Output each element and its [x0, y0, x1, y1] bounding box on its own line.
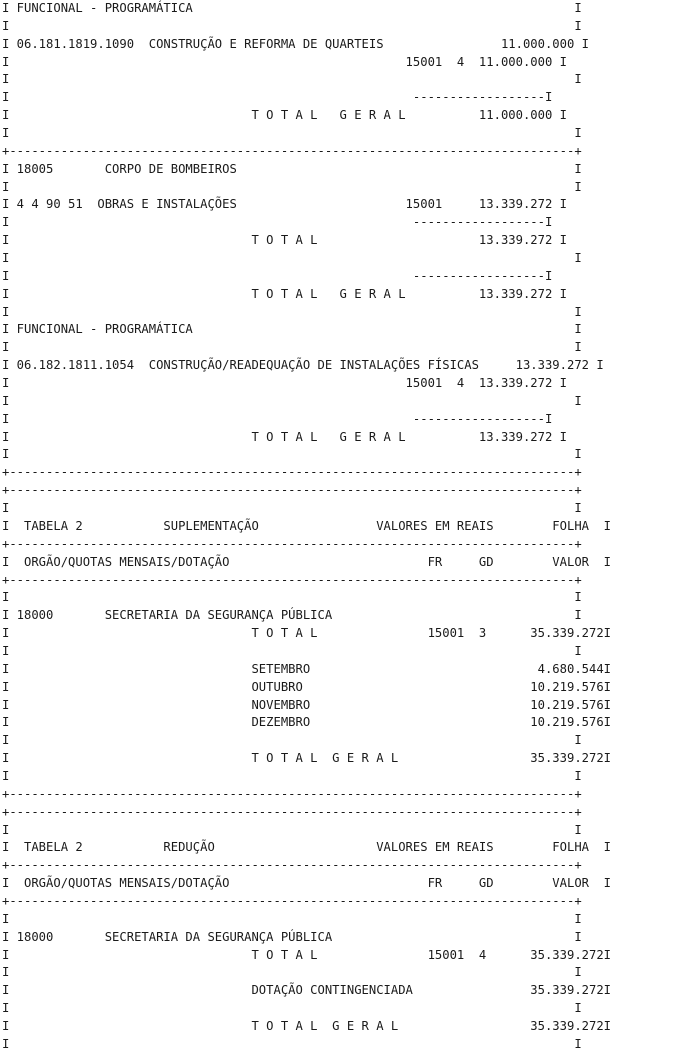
blank-line: I I: [2, 304, 582, 319]
text-line: I 15001 4 13.339.272 I: [2, 376, 567, 391]
subtotal-rule: I ------------------I: [2, 411, 553, 426]
total-line: I T O T A L 15001 3 35.339.272I: [2, 626, 612, 641]
column-header-line: I ORGÃO/QUOTAS MENSAIS/DOTAÇÃO FR GD VALOR I: [2, 876, 612, 891]
blank-line: I I: [2, 768, 582, 783]
text-line: I FUNCIONAL - PROGRAMÁTICA I: [2, 322, 582, 337]
text-line: I SETEMBRO 4.680.544I: [2, 661, 612, 676]
separator-line: +-----------------------------------------------------------------------------+: [2, 858, 582, 873]
blank-line: I I: [2, 965, 582, 980]
separator-line: +-----------------------------------------------------------------------------+: [2, 536, 582, 551]
blank-line: I I: [2, 18, 582, 33]
separator-line: +-----------------------------------------------------------------------------+: [2, 786, 582, 801]
separator-line: +-----------------------------------------------------------------------------+: [2, 572, 582, 587]
separator-line: +-----------------------------------------------------------------------------+: [2, 893, 582, 908]
blank-line: I I: [2, 501, 582, 516]
blank-line: I I: [2, 590, 582, 605]
text-line: I 18000 SECRETARIA DA SEGURANÇA PÚBLICA I: [2, 608, 582, 623]
text-line: I 06.182.1811.1054 CONSTRUÇÃO/READEQUAÇÃO DE INSTALAÇÕES FÍSICAS 13.339.272 I: [2, 358, 604, 373]
blank-line: I I: [2, 126, 582, 141]
blank-line: I I: [2, 340, 582, 355]
text-line: I 18000 SECRETARIA DA SEGURANÇA PÚBLICA I: [2, 929, 582, 944]
text-line: I 18005 CORPO DE BOMBEIROS I: [2, 161, 582, 176]
total-line: I T O T A L G E R A L 35.339.272I: [2, 1018, 612, 1033]
blank-line: I I: [2, 447, 582, 462]
total-line: I T O T A L G E R A L 11.000.000 I: [2, 108, 567, 123]
text-line: I FUNCIONAL - PROGRAMÁTICA I: [2, 1, 582, 15]
separator-line: +-----------------------------------------------------------------------------+: [2, 143, 582, 158]
subtotal-rule: I ------------------I: [2, 268, 553, 283]
blank-line: I I: [2, 251, 582, 266]
blank-line: I I: [2, 733, 582, 748]
subtotal-rule: I ------------------I: [2, 90, 553, 105]
text-line: I DOTAÇÃO CONTINGENCIADA 35.339.272I: [2, 983, 612, 998]
text-line: I 15001 4 11.000.000 I: [2, 54, 567, 69]
blank-line: I I: [2, 822, 582, 837]
subtotal-rule: I ------------------I: [2, 215, 553, 230]
blank-line: I I: [2, 1036, 582, 1051]
separator-line: +-----------------------------------------------------------------------------+: [2, 483, 582, 498]
text-line: I OUTUBRO 10.219.576I: [2, 679, 612, 694]
text-line: I DEZEMBRO 10.219.576I: [2, 715, 612, 730]
text-line: I 06.181.1819.1090 CONSTRUÇÃO E REFORMA DE QUARTEIS 11.000.000 I: [2, 36, 589, 51]
text-line: I NOVEMBRO 10.219.576I: [2, 697, 612, 712]
blank-line: I I: [2, 72, 582, 87]
separator-line: +-----------------------------------------------------------------------------+: [2, 804, 582, 819]
table-header-line: I TABELA 2 REDUÇÃO VALORES EM REAIS FOLHA I: [2, 840, 612, 855]
column-header-line: I ORGÃO/QUOTAS MENSAIS/DOTAÇÃO FR GD VALOR I: [2, 554, 612, 569]
blank-line: I I: [2, 643, 582, 658]
table-header-line: I TABELA 2 SUPLEMENTAÇÃO VALORES EM REAIS FOLHA I: [2, 518, 612, 533]
blank-line: I I: [2, 1001, 582, 1016]
total-line: I T O T A L G E R A L 13.339.272 I: [2, 429, 567, 444]
blank-line: I I: [2, 393, 582, 408]
total-line: I T O T A L G E R A L 13.339.272 I: [2, 286, 567, 301]
separator-line: +-----------------------------------------------------------------------------+: [2, 465, 582, 480]
text-line: I 4 4 90 51 OBRAS E INSTALAÇÕES 15001 13.339.272 I: [2, 197, 567, 212]
blank-line: I I: [2, 179, 582, 194]
total-line: I T O T A L G E R A L 35.339.272I: [2, 751, 612, 766]
total-line: I T O T A L 13.339.272 I: [2, 233, 567, 248]
total-line: I T O T A L 15001 4 35.339.272I: [2, 947, 612, 962]
blank-line: I I: [2, 911, 582, 926]
